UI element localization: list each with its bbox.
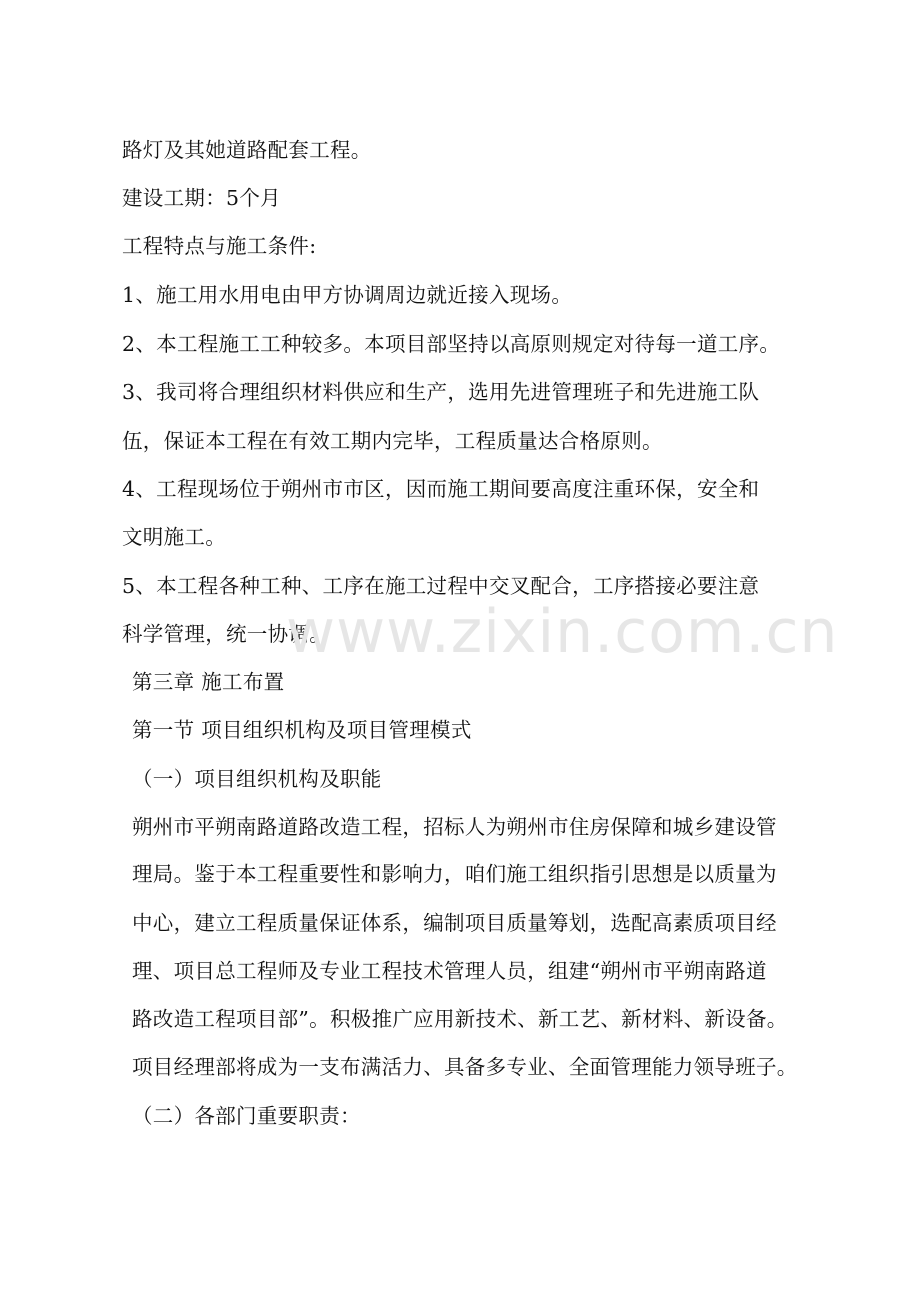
chapter-heading: 第三章 施工布置 [132,670,285,694]
text-line-15: 朔州市平朔南路道路改造工程，招标人为朔州市住房保障和城乡建设管 [132,815,777,839]
text-line-19: 路改造工程项目部”。积极推广应用新技术、新工艺、新材料、新设备。 [132,1007,788,1031]
text-line-17: 中心，建立工程质量保证体系，编制项目质量筹划，选配高素质项目经 [132,911,777,935]
text-line-3: 工程特点与施工条件: [122,234,317,258]
section-heading: 第一节 项目组织机构及项目管理模式 [132,718,472,742]
text-line-4: 1、施工用水用电由甲方协调周边就近接入现场。 [122,283,573,307]
text-line-2: 建设工期：5个月 [122,186,281,210]
text-line-9: 文明施工。 [122,525,226,549]
text-line-11: 科学管理，统一协调。 [122,622,330,646]
text-line-20: 项目经理部将成为一支布满活力、具备多专业、全面管理能力领导班子。 [132,1055,798,1079]
text-line-5: 2、本工程施工工种较多。本项目部坚持以高原则规定对待每一道工序。 [122,332,781,356]
text-line-16: 理局。鉴于本工程重要性和影响力，咱们施工组织指引思想是以质量为 [132,862,777,886]
text-line-18: 理、项目总工程师及专业工程技术管理人员，组建“朔州市平朔南路道 [132,959,767,983]
text-line-8: 4、工程现场位于朔州市市区，因而施工期间要高度注重环保，安全和 [122,477,760,501]
text-line-7: 伍，保证本工程在有效工期内完毕，工程质量达合格原则。 [122,429,663,453]
text-line-6: 3、我司将合理组织材料供应和生产，选用先进管理班子和先进施工队 [122,380,760,404]
text-line-1: 路灯及其她道路配套工程。 [122,138,372,162]
subsection-heading-2: （二）各部门重要职责： [132,1104,361,1128]
watermark: www.zixin.com.cn [286,597,839,667]
subsection-heading-1: （一）项目组织机构及职能 [132,767,382,791]
text-line-10: 5、本工程各种工种、工序在施工过程中交叉配合，工序搭接必要注意 [122,574,760,598]
